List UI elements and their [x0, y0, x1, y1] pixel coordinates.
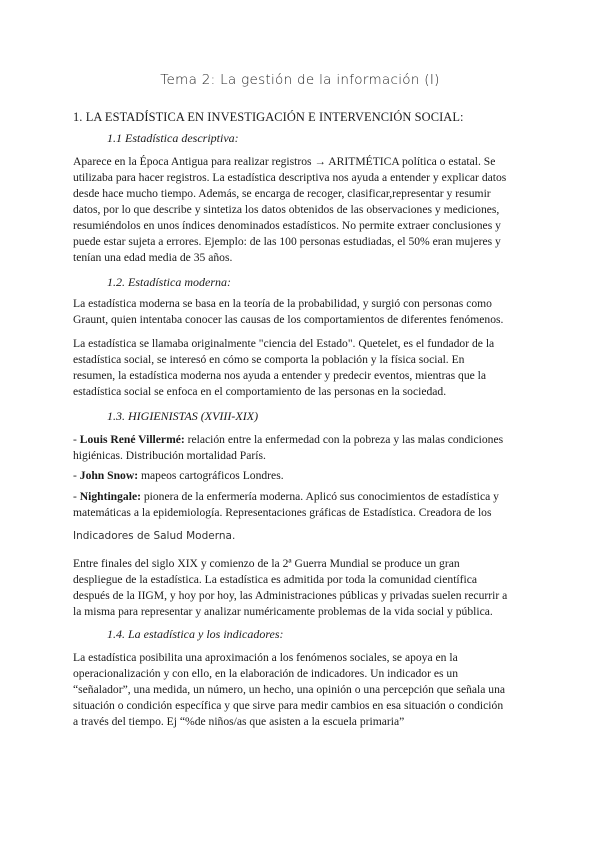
text-line: resumen, la estadística moderna nos ayuda a entender y predecir eventos, mientras que la	[73, 369, 487, 382]
list-item-snow	[73, 468, 529, 484]
text-line: resumiéndolos en unos índices denominados estadísticos. No permite extraer conclusiones y	[73, 219, 501, 232]
subsection-heading-moderna: 1.2. Estadística moderna:	[107, 275, 231, 289]
paragraph-moderna-1	[73, 296, 529, 328]
text-line: Entre finales del siglo XIX y comienzo de la 2ª Guerra Mundial se produce un gran	[73, 557, 460, 570]
section-heading: 1. LA ESTADÍSTICA EN INVESTIGACIÓN E INTERVENCIÓN SOCIAL:	[73, 110, 464, 124]
page-title: Tema 2: La gestión de la información (I)	[160, 72, 440, 88]
text-line: datos, por lo que describe y sintetiza los datos obtenidos de las observaciones y mediciones,	[73, 203, 500, 216]
dash: -	[73, 433, 80, 446]
item-text: mapeos cartográficos Londres.	[138, 469, 284, 482]
paragraph-moderna-2	[73, 336, 529, 400]
person-name: John Snow:	[79, 469, 139, 482]
text-line: operacionalización y con ello, en la elaboración de indicadores. Un indicador es un	[73, 667, 459, 680]
paragraph-descriptiva	[73, 154, 529, 266]
text-line: La estadística se llamaba originalmente "ciencia del Estado". Quetelet, es el fundador de la	[73, 337, 495, 350]
dash: -	[73, 469, 80, 482]
text-line: desde hace mucho tiempo. Además, se encarga de recoger, clasificar,representar y resumir	[73, 187, 491, 200]
list-item-villerme	[73, 432, 529, 464]
person-name: Nightingale:	[79, 490, 141, 503]
list-item-nightingale	[73, 489, 529, 521]
paragraph-siglo-xix	[73, 556, 529, 620]
text-line: después de la IIGM, y hoy por hoy, las Administraciones públicas y privadas suelen recurrir a	[73, 589, 508, 602]
text-line: estadística social, se interesó en cómo se comporta la población y la física social. En	[73, 353, 465, 366]
item-text: pionera de la enfermería moderna. Aplicó sus conocimientos de estadística y	[140, 490, 499, 503]
text-line: tenían una edad media de 35 años.	[73, 251, 233, 264]
handwritten-note: Indicadores de Salud Moderna.	[73, 530, 236, 542]
text-line: estadística social se enfoca en el comportamiento de las personas en la sociedad.	[73, 385, 447, 398]
text-line	[73, 468, 529, 484]
text-line	[73, 489, 529, 505]
text-line: La estadística moderna se basa en la teoría de la probabilidad, y surgió con personas como	[73, 297, 492, 310]
item-text: relación entre la enfermedad con la pobreza y las malas condiciones	[184, 433, 504, 446]
text-line	[73, 432, 529, 448]
text-line: despliegue de la estadística. La estadística es admitida por toda la comunidad científica	[73, 573, 478, 586]
text-line: La estadística posibilita una aproximación a los fenómenos sociales, se apoya en la	[73, 651, 458, 664]
person-name: Louis René Villermé:	[79, 433, 185, 446]
text-line: matemáticas a la epidemiología. Representaciones gráficas de Estadística. Creadora de los	[73, 506, 492, 519]
text-line: situación o condición específica y que sirve para medir cambios en esa situación o condición	[73, 699, 504, 712]
subsection-heading-descriptiva: 1.1 Estadística descriptiva:	[107, 131, 239, 145]
paragraph-indicadores	[73, 650, 529, 730]
text-line: higiénicas. Distribución mortalidad París.	[73, 449, 266, 462]
text-line: a través del tiempo. Ej “%de niños/as que asisten a la escuela primaria”	[73, 715, 405, 728]
dash: -	[73, 490, 80, 503]
text-line: Graunt, quien intentaba conocer las causas de los comportamientos de diferentes fenómenos.	[73, 313, 504, 326]
subsection-heading-indicadores: 1.4. La estadística y los indicadores:	[107, 627, 284, 641]
text-line: Aparece en la Época Antigua para realizar registros → ARITMÉTICA política o estatal. Se	[73, 155, 496, 168]
text-line: utilizaba para hacer registros. La estadística descriptiva nos ayuda a entender y explicar datos	[73, 171, 507, 184]
text-line: la misma para representar y analizar numéricamente problemas de la vida social y pública.	[73, 605, 493, 618]
text-line: puede estar sujeta a errores. Ejemplo: de las 100 personas estudiadas, el 50% eran mujeres y	[73, 235, 501, 248]
text-line: “señalador”, una medida, un número, un hecho, una opinión o una percepción que señala una	[73, 683, 506, 696]
subsection-heading-higienistas: 1.3. HIGIENISTAS (XVIII-XIX)	[107, 409, 259, 423]
